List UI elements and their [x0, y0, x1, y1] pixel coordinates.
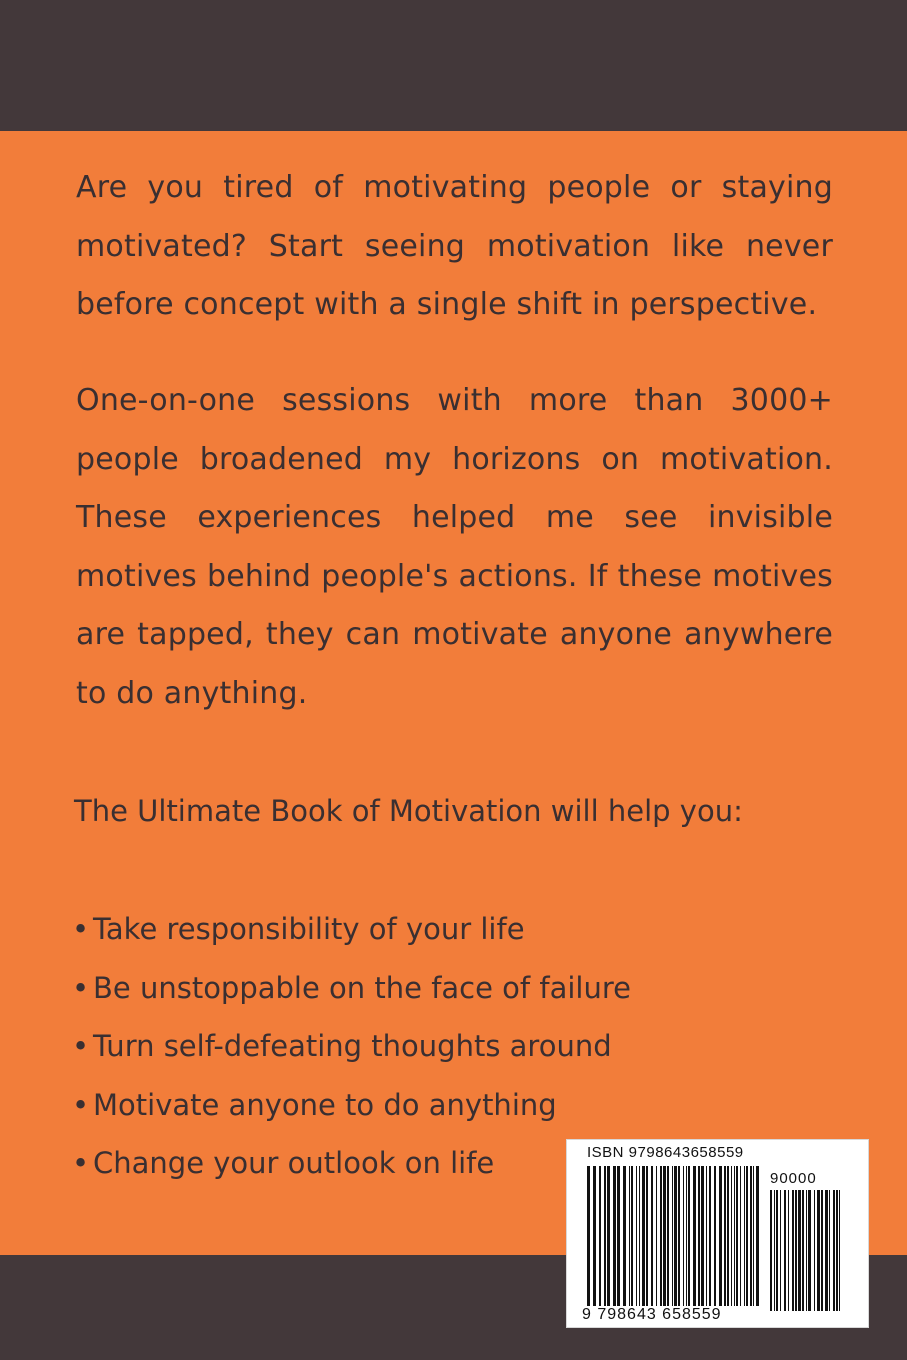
benefit-text: Turn self-defeating thoughts around [93, 1029, 612, 1063]
top-dark-band [0, 0, 907, 131]
benefits-intro: The Ultimate Book of Motivation will help you: [74, 794, 743, 828]
isbn-label: ISBN 9798643658559 [587, 1144, 744, 1161]
bullet-icon: • [72, 970, 90, 1005]
price-addon-code: 90000 [770, 1170, 817, 1187]
benefits-list [72, 900, 631, 1193]
benefit-text: Change your outlook on life [93, 1146, 495, 1180]
benefit-text: Take responsibility of your life [93, 912, 525, 946]
list-item [72, 1076, 631, 1135]
list-item [72, 900, 631, 959]
barcode-digits: 9 798643 658559 [582, 1306, 767, 1324]
bullet-icon: • [72, 1029, 90, 1063]
list-item [72, 1134, 631, 1193]
benefit-text: Be unstoppable on the face of failure [93, 970, 631, 1005]
bullet-icon: • [72, 1146, 90, 1180]
list-item [72, 1017, 631, 1076]
addon-barcode-bars-icon [770, 1190, 844, 1311]
bullet-icon: • [72, 1087, 90, 1122]
barcode-bars-icon [587, 1166, 759, 1311]
benefit-text: Motivate anyone to do anything [93, 1087, 557, 1122]
list-item [72, 959, 631, 1018]
isbn-barcode [566, 1139, 869, 1328]
bullet-icon: • [72, 912, 90, 946]
description-paragraph-1: Are you tired of motivating people or staying motivated? Start seeing motivation like never before concept with a single shift in perspective. [76, 170, 833, 322]
description-paragraph-2: One-on-one sessions with more than 3000+ people broadened my horizons on motivation. These experiences helped me see invisible motives behind people's actions. If these motives are tapped, they can motivate anyone anywhere to do anything. [76, 383, 833, 711]
